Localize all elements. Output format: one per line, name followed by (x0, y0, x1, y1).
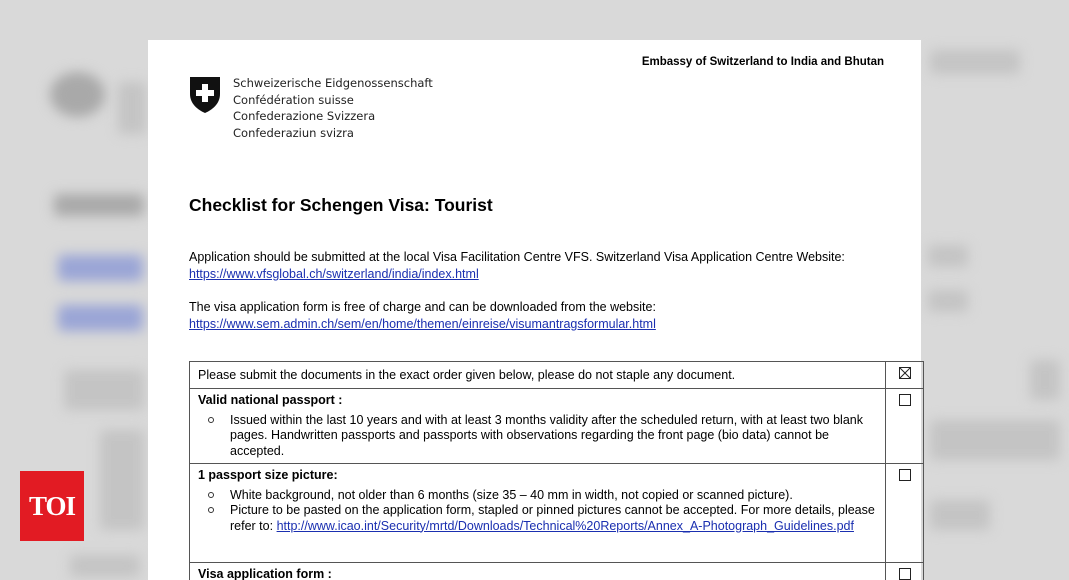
toi-logo: TOI (20, 471, 84, 541)
federation-name-rm: Confederaziun svizra (233, 125, 354, 140)
swiss-crest-icon (188, 76, 222, 114)
list-item: Issued within the last 10 years and with at least 3 months validity after the scheduled return, with at least two blank pages. Handwritten passports and passports with observations regarding the front page (bio data) cannot be accepted. (208, 413, 877, 460)
intro-paragraph-vfs (189, 249, 845, 282)
intro-paragraph-form (189, 299, 656, 332)
checkbox-icon[interactable] (899, 469, 911, 481)
intro-text-vfs: Application should be submitted at the local Visa Facilitation Centre VFS. Switzerland Visa Application Centre Website: (189, 250, 845, 264)
document-title: Checklist for Schengen Visa: Tourist (189, 195, 493, 215)
checkbox-icon[interactable] (899, 568, 911, 580)
table-row (190, 362, 924, 389)
table-row (190, 389, 924, 464)
list-item: Picture to be pasted on the application form, stapled or pinned pictures cannot be accepted. For more details, please refer to: http://www.icao.int/Security/mrtd/Downloads/Technical%20Reports/Annex_A-Photograph_Guidelines.pdf (208, 503, 877, 534)
checklist-table (189, 361, 924, 580)
checked-checkbox-icon[interactable] (899, 367, 911, 379)
vfs-website-link[interactable]: https://www.vfsglobal.ch/switzerland/india/index.html (189, 266, 479, 281)
table-row (190, 464, 924, 563)
bullet-icon (208, 492, 214, 498)
list-item: White background, not older than 6 months (size 35 – 40 mm in width, not copied or scanned picture). (208, 488, 877, 504)
picture-bullets (198, 488, 877, 535)
embassy-name: Embassy of Switzerland to India and Bhutan (641, 56, 884, 68)
bullet-icon (208, 417, 214, 423)
federation-name-it: Confederazione Svizzera (233, 109, 376, 124)
intro-text-form: The visa application form is free of charge and can be downloaded from the website: (189, 300, 656, 314)
passport-item-title: Valid national passport : (198, 393, 343, 407)
bullet-icon (208, 507, 214, 513)
federation-name-de: Schweizerische Eidgenossenschaft (233, 76, 433, 90)
federation-name-fr: Confédération suisse (233, 92, 354, 107)
application-form-link[interactable]: https://www.sem.admin.ch/sem/en/home/themen/einreise/visumantragsformular.html (189, 316, 656, 331)
federation-names (233, 75, 433, 141)
checkbox-icon[interactable] (899, 394, 911, 406)
icao-guidelines-link[interactable]: http://www.icao.int/Security/mrtd/Downloads/Technical%20Reports/Annex_A-Photograph_Guidelines.pdf (276, 518, 854, 533)
picture-item-title: 1 passport size picture: (198, 468, 338, 482)
instruction-text: Please submit the documents in the exact order given below, please do not staple any document. (190, 362, 886, 389)
visa-form-item-title: Visa application form : (198, 567, 332, 580)
passport-bullets (198, 413, 877, 460)
document-page (148, 40, 921, 580)
table-row (190, 563, 924, 580)
